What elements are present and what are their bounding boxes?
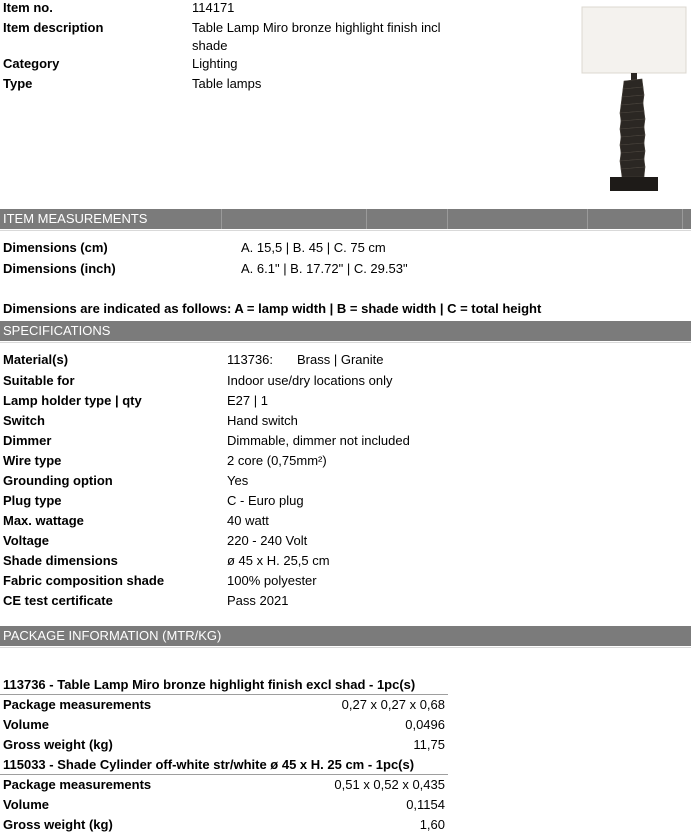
type-value: Table lamps <box>192 76 262 91</box>
dimensions-inch-value: A. 6.1" | B. 17.72" | C. 29.53" <box>241 261 408 276</box>
package-row-label: Gross weight (kg) <box>3 817 113 832</box>
spec-label: CE test certificate <box>3 593 113 608</box>
spec-label: Fabric composition shade <box>3 573 165 588</box>
item-description-line1: Table Lamp Miro bronze highlight finish incl <box>192 20 441 35</box>
section-title-specifications: SPECIFICATIONS <box>3 323 111 338</box>
table-lamp-image <box>580 5 688 195</box>
item-description-label: Item description <box>3 20 104 35</box>
bar-divider <box>366 209 367 229</box>
category-label: Category <box>3 56 60 71</box>
section-bar-item-measurements <box>0 209 691 229</box>
package-row-label: Volume <box>3 717 49 732</box>
package-row-value: 0,0496 <box>405 717 445 732</box>
package-row-label: Package measurements <box>3 777 152 792</box>
package-row-value: 1,60 <box>419 817 445 832</box>
spec-label: Lamp holder type | qty <box>3 393 142 408</box>
dimensions-cm-value: A. 15,5 | B. 45 | C. 75 cm <box>241 240 386 255</box>
type-label: Type <box>3 76 33 91</box>
spec-label: Plug type <box>3 493 62 508</box>
spec-label: Max. wattage <box>3 513 84 528</box>
dimensions-cm-label: Dimensions (cm) <box>3 240 108 255</box>
spec-value: Pass 2021 <box>227 593 289 608</box>
item-no-value: 114171 <box>192 0 235 15</box>
section-rule <box>0 342 691 343</box>
spec-label: Shade dimensions <box>3 553 118 568</box>
dimensions-inch-label: Dimensions (inch) <box>3 261 116 276</box>
section-title-item-measurements: ITEM MEASUREMENTS <box>3 211 148 226</box>
spec-label: Suitable for <box>3 373 75 388</box>
spec-value: E27 | 1 <box>227 393 268 408</box>
material-code: 113736: <box>227 352 274 367</box>
spec-value: Hand switch <box>227 413 298 428</box>
package-row-value: 0,27 x 0,27 x 0,68 <box>341 697 445 712</box>
dimensions-note: Dimensions are indicated as follows: A = lamp width | B = shade width | C = total height <box>3 301 542 316</box>
spec-value: 220 - 240 Volt <box>227 533 308 548</box>
spec-label: Dimmer <box>3 433 52 448</box>
spec-label: Wire type <box>3 453 62 468</box>
package-row-label: Volume <box>3 797 49 812</box>
spec-value: Dimmable, dimmer not included <box>227 433 410 448</box>
spec-value: 2 core (0,75mm²) <box>227 453 327 468</box>
spec-value: C - Euro plug <box>227 493 304 508</box>
package-item-heading: 115033 - Shade Cylinder off-white str/white ø 45 x H. 25 cm - 1pc(s) <box>3 757 415 772</box>
bar-divider <box>221 209 222 229</box>
package-row-label: Gross weight (kg) <box>3 737 113 752</box>
lamp-shade <box>582 7 686 73</box>
package-heading-underline <box>0 774 448 775</box>
bar-divider <box>587 209 588 229</box>
section-rule <box>0 230 691 231</box>
spec-label: Material(s) <box>3 352 69 367</box>
lamp-base <box>610 177 658 191</box>
package-row-value: 0,1154 <box>406 797 445 812</box>
spec-label: Voltage <box>3 533 49 548</box>
spec-value: Brass | Granite <box>297 352 384 367</box>
spec-value: 100% polyester <box>227 573 317 588</box>
package-heading-underline <box>0 694 448 695</box>
package-row-value: 11,75 <box>413 737 445 752</box>
spec-value: ø 45 x H. 25,5 cm <box>227 553 330 568</box>
section-bar-specifications <box>0 321 691 341</box>
spec-label: Grounding option <box>3 473 113 488</box>
lamp-body <box>620 79 645 177</box>
section-rule <box>0 647 691 648</box>
spec-value: Yes <box>227 473 249 488</box>
spec-label: Switch <box>3 413 45 428</box>
category-value: Lighting <box>192 56 238 71</box>
bar-divider <box>682 209 683 229</box>
package-item-heading: 113736 - Table Lamp Miro bronze highlight finish excl shad - 1pc(s) <box>3 677 416 692</box>
package-row-value: 0,51 x 0,52 x 0,435 <box>334 777 445 792</box>
section-title-package-information: PACKAGE INFORMATION (MTR/KG) <box>3 628 222 643</box>
item-description-line2: shade <box>192 38 228 53</box>
spec-value: Indoor use/dry locations only <box>227 373 393 388</box>
item-no-label: Item no. <box>3 0 53 15</box>
spec-value: 40 watt <box>227 513 269 528</box>
section-bar-package-information <box>0 626 691 646</box>
bar-divider <box>447 209 448 229</box>
package-row-label: Package measurements <box>3 697 152 712</box>
